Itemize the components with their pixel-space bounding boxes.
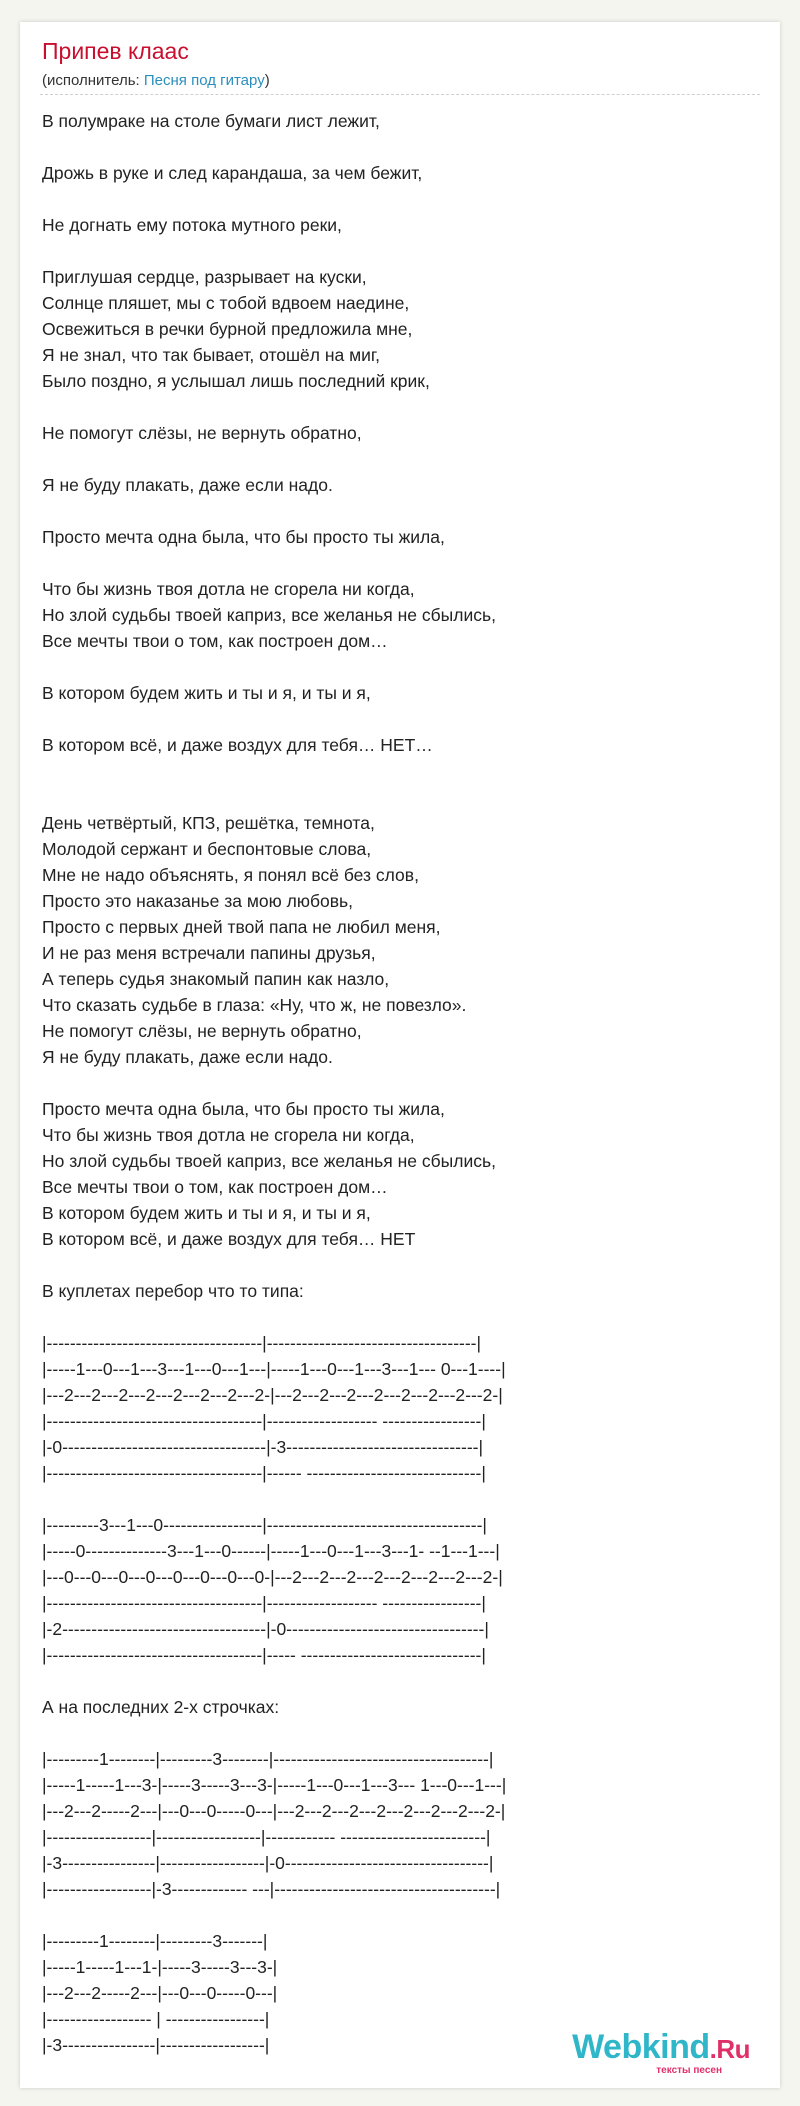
song-title: Припев клаас [42, 38, 189, 64]
lyrics-page [20, 22, 780, 2088]
byline-prefix: (исполнитель: [42, 72, 144, 89]
logo-tld: .Ru [709, 2034, 750, 2064]
site-logo[interactable] [572, 2029, 750, 2076]
logo-name: Webkind [572, 2028, 710, 2066]
title-divider [40, 94, 760, 95]
artist-byline [42, 72, 270, 89]
logo-tagline: тексты песен [656, 2065, 722, 2076]
lyrics-text: В полумраке на столе бумаги лист лежит, Дрожь в руке и след карандаша, за чем бежит, Не догнать ему потока мутного реки, Приглушая сердце, разрывает на куски, Солнце пляшет, мы с тобой вдвоем наедине, Освежиться в речки бурной предложила мне, Я не знал, что так бывает, отошёл на миг, Было поздно, я услышал лишь последний крик, Не помогут слёзы, не вернуть обратно, Я не буду плакать, даже если надо. Просто мечта одна была, что бы просто ты жила, Что бы жизнь твоя дотла не сгорела ни когда, Но злой судьбы твоей каприз, все желанья не сбылись, Все мечты твои о том, как построен дом… В котором будем жить и ты и я, и ты и я, В котором всё, и даже воздух для тебя… НЕТ… День четвёртый, КПЗ, решётка, темнота, Молодой сержант и беспонтовые слова, Мне не надо объяснять, я понял всё без слов, Просто это наказанье за мою любовь, Просто с первых дней твой папа не любил меня, И не раз меня встречали папины друзья, А теперь судья знакомый папин как назло, Что сказать судьбе в глаза: «Ну, что ж, не повезло». Не помогут слёзы, не вернуть обратно, Я не буду плакать, даже если надо. Просто мечта одна была, что бы просто ты жила, Что бы жизнь твоя дотла не сгорела ни когда, Но злой судьбы твоей каприз, все желанья не сбылись, Все мечты твои о том, как построен дом… В котором будем жить и ты и я, и ты и я, В котором всё, и даже воздух для тебя… НЕТ В куплетах перебор что то типа: |-------------------------------------|------------------------------------| |-----1---0---1---3---1---0---1---|-----1---0---1---3---1--- 0---1----| |---2---2---2---2---2---2---2---2-|---2---2---2---2---2---2---2---2-| |-------------------------------------|------------------- -----------------| |-0-----------------------------------|-3---------------------------------| |-------------------------------------|------ ------------------------------| |---------3---1---0-----------------|-------------------------------------| |-----0--------------3---1---0------|-----1---0---1---3---1- --1---1---| |---0---0---0---0---0---0---0---0-|---2---2---2---2---2---2---2---2-| |-------------------------------------|------------------- -----------------| |-2-----------------------------------|-0----------------------------------| |-------------------------------------|----- -------------------------------| А на последних 2-х строчках: |---------1--------|---------3--------|-------------------------------------| |-----1-----1---3-|-----3-----3---3-|-----1---0---1---3--- 1---0---1---| |---2---2-----2---|---0---0-----0---|---2---2---2---2---2---2---2---2-| |------------------|------------------|------------ -------------------------| |-3----------------|------------------|-0-----------------------------------| |------------------|-3------------- ---|--------------------------------------| |---------1--------|---------3-------| |-----1-----1---1-|-----3-----3---3-| |---2---2-----2---|---0---0-----0---| |------------------ | -----------------| |-3----------------|------------------| [42, 111, 507, 2055]
byline-suffix: ) [264, 72, 270, 89]
logo-wordmark [572, 2029, 750, 2067]
artist-link[interactable]: Песня под гитару [143, 72, 265, 89]
